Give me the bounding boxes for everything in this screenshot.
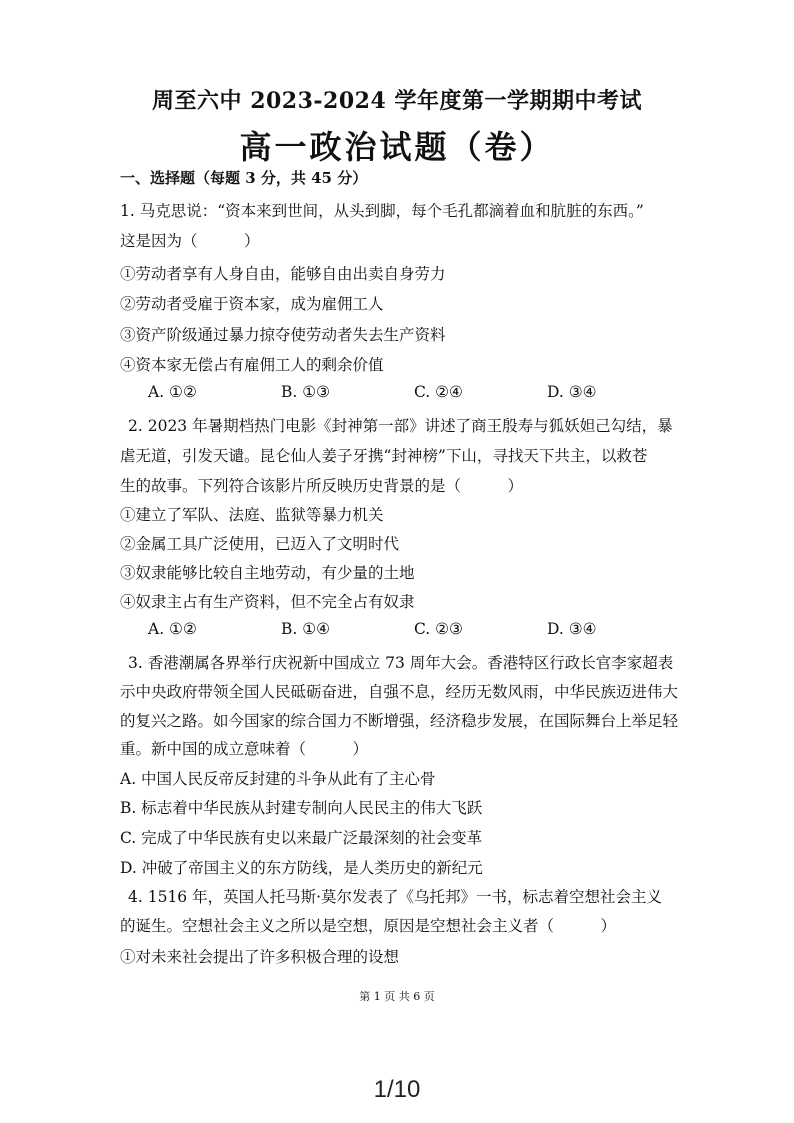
q2-options bbox=[148, 620, 668, 638]
q1-option-a: A. ①② bbox=[148, 383, 197, 401]
q2-option-d: D. ③④ bbox=[547, 620, 597, 638]
q2-statement-4: ④奴隶主占有生产资料，但不完全占有奴隶 bbox=[120, 593, 415, 611]
page-indicator: 1/10 bbox=[373, 1076, 421, 1103]
q3-choice-a: A. 中国人民反帝反封建的斗争从此有了主心骨 bbox=[120, 770, 436, 788]
q1-option-c: C. ②④ bbox=[414, 383, 463, 401]
q1-option-d: D. ③④ bbox=[547, 383, 597, 401]
q1-statement-3: ③资产阶级通过暴力掠夺使劳动者失去生产资料 bbox=[120, 326, 446, 344]
q3-stem-line-2: 示中央政府带领全国人民砥砺奋进，自强不息，经历无数风雨，中华民族迈进伟大 bbox=[120, 683, 679, 701]
q1-statement-2: ②劳动者受雇于资本家，成为雇佣工人 bbox=[120, 295, 384, 313]
q2-option-c: C. ②③ bbox=[414, 620, 463, 638]
q3-stem-line-4: 重。新中国的成立意味着（ ） bbox=[120, 740, 369, 758]
q3-choice-b: B. 标志着中华民族从封建专制向人民民主的伟大飞跃 bbox=[120, 799, 483, 817]
q1-option-b: B. ①③ bbox=[281, 383, 331, 401]
q2-option-a: A. ①② bbox=[148, 620, 197, 638]
q2-stem-line-2: 虐无道，引发天谴。昆仑仙人姜子牙携“封神榜”下山，寻找天下共主，以救苍 bbox=[120, 447, 648, 465]
section-heading: 一、选择题（每题 3 分，共 45 分） bbox=[120, 169, 368, 187]
q3-stem-line-1: 3. 香港潮属各界举行庆祝新中国成立 73 周年大会。香港特区行政长官李家超表 bbox=[128, 654, 674, 672]
q4-stem-line-1: 4. 1516 年，英国人托马斯·莫尔发表了《乌托邦》一书，标志着空想社会主义 bbox=[128, 888, 663, 906]
q1-stem-line-2: 这是因为（ ） bbox=[120, 232, 260, 250]
q2-stem-line-3: 生的故事。下列符合该影片所反映历史背景的是（ ） bbox=[120, 477, 524, 495]
q2-statement-1: ①建立了军队、法庭、监狱等暴力机关 bbox=[120, 506, 384, 524]
q3-choice-c: C. 完成了中华民族有史以来最广泛最深刻的社会变革 bbox=[120, 829, 483, 847]
exam-title: 周至六中 2023-2024 学年度第一学期期中考试 bbox=[152, 88, 642, 114]
q1-statement-4: ④资本家无偿占有雇佣工人的剩余价值 bbox=[120, 356, 384, 374]
q2-option-b: B. ①④ bbox=[281, 620, 331, 638]
q1-statement-1: ①劳动者享有人身自由，能够自由出卖自身劳力 bbox=[120, 265, 446, 283]
q3-choice-d: D. 冲破了帝国主义的东方防线，是人类历史的新纪元 bbox=[120, 859, 483, 877]
page-footer: 第 1 页 共 6 页 bbox=[359, 990, 435, 1003]
q4-stem-line-2: 的诞生。空想社会主义之所以是空想，原因是空想社会主义者（ ） bbox=[120, 917, 617, 935]
q4-statement-1: ①对未来社会提出了许多积极合理的设想 bbox=[120, 948, 400, 966]
q1-options bbox=[148, 383, 668, 401]
q1-stem-line-1: 1. 马克思说：“资本来到世间，从头到脚，每个毛孔都滴着血和肮脏的东西。” bbox=[120, 202, 644, 220]
q3-stem-line-3: 的复兴之路。如今国家的综合国力不断增强，经济稳步发展，在国际舞台上举足轻 bbox=[120, 712, 679, 730]
q2-statement-3: ③奴隶能够比较自主地劳动，有少量的土地 bbox=[120, 564, 415, 582]
q2-statement-2: ②金属工具广泛使用，已迈入了文明时代 bbox=[120, 535, 400, 553]
exam-subtitle: 高一政治试题（卷） bbox=[239, 128, 555, 166]
q2-stem-line-1: 2. 2023 年暑期档热门电影《封神第一部》讲述了商王殷寿与狐妖妲己勾结，暴 bbox=[128, 417, 673, 435]
